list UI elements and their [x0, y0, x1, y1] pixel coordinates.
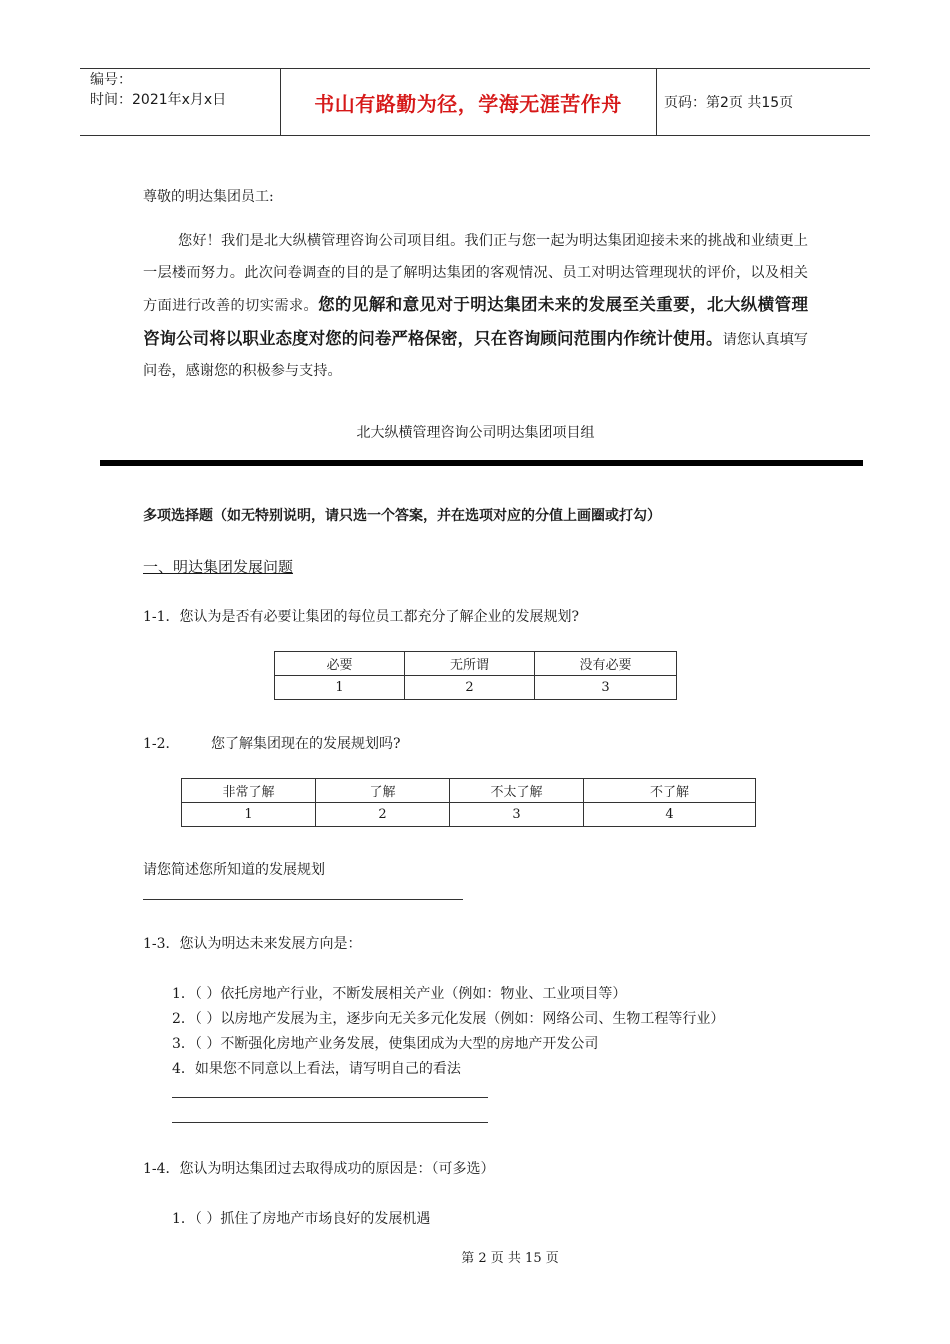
q1-2-value-2[interactable]: 3	[450, 803, 584, 827]
q1-2-header-0: 非常了解	[182, 779, 316, 803]
q1-3-option-3[interactable]: 3．（ ）不断强化房地产业务发展，使集团成为大型的房地产开发公司	[172, 1036, 599, 1052]
q1-1-header-1: 无所谓	[405, 652, 535, 676]
question-1-3: 1-3．您认为明达未来发展方向是：	[143, 936, 362, 952]
subsection-title: 一、明达集团发展问题	[143, 558, 294, 576]
table-row	[275, 676, 677, 700]
intro-text-2: 请您认真填写问卷，感谢您的积极参与支持。	[143, 331, 808, 379]
greeting: 尊敬的明达集团员工:	[143, 189, 274, 205]
header-meta	[90, 70, 226, 110]
q1-1-value-2[interactable]: 3	[535, 676, 677, 700]
q1-3-option-1[interactable]: 1．（ ）依托房地产行业，不断发展相关产业（例如：物业、工业项目等）	[172, 986, 627, 1002]
question-1-2-num: 1-2．	[143, 736, 180, 752]
table-row	[182, 803, 756, 827]
intro-text-bold: 您的见解和意见对于明达集团未来的发展至关重要，北大纵横管理咨询公司将以职业态度对您的问卷严格保密，只在咨询顾问范围内作统计使用。	[143, 295, 808, 348]
q1-3-option-2[interactable]: 2．（ ）以房地产发展为主，逐步向无关多元化发展（例如：网络公司、生物工程等行业）	[172, 1011, 725, 1027]
q1-1-value-1[interactable]: 2	[405, 676, 535, 700]
table-row	[275, 652, 677, 676]
q1-2-value-1[interactable]: 2	[316, 803, 450, 827]
header-top-border	[80, 68, 870, 69]
question-1-2: 您了解集团现在的发展规划吗?	[211, 736, 401, 752]
q1-2-table	[181, 778, 756, 827]
q1-3-answer-line-2[interactable]	[172, 1122, 488, 1123]
q1-2-answer-line[interactable]	[143, 899, 463, 900]
q1-1-header-2: 没有必要	[535, 652, 677, 676]
q1-2-followup: 请您简述您所知道的发展规划	[143, 862, 325, 878]
page-footer: 第 2 页 共 15 页	[461, 1251, 559, 1266]
intro-paragraph	[143, 226, 808, 388]
header-divider-right	[656, 68, 657, 136]
q1-3-answer-line-1[interactable]	[172, 1097, 488, 1098]
header-page-info: 页码：第2页 共15页	[664, 95, 794, 111]
table-row	[182, 779, 756, 803]
header-bottom-border	[80, 135, 870, 136]
q1-2-value-3[interactable]: 4	[584, 803, 756, 827]
q1-1-value-0[interactable]: 1	[275, 676, 405, 700]
time-label: 时间：2021年x月x日	[90, 92, 227, 108]
number-label: 编号：	[90, 72, 132, 88]
q1-3-option-4: 4．如果您不同意以上看法，请写明自己的看法	[172, 1061, 461, 1077]
q1-1-header-0: 必要	[275, 652, 405, 676]
intro-text-1: 您好！我们是北大纵横管理咨询公司项目组。我们正与您一起为明达集团迎接未来的挑战和业绩更上一层楼而努力。此次问卷调查的目的是了解明达集团的客观情况、员工对明达管理现状的评价，以及相关方面进行改善的切实需求。	[143, 233, 808, 314]
q1-2-header-1: 了解	[316, 779, 450, 803]
q1-2-header-3: 不了解	[584, 779, 756, 803]
header-motto: 书山有路勤为径，学海无涯苦作舟	[314, 92, 622, 116]
question-1-4: 1-4．您认为明达集团过去取得成功的原因是：（可多选）	[143, 1161, 495, 1177]
signature: 北大纵横管理咨询公司明达集团项目组	[356, 425, 595, 441]
q1-1-table	[274, 651, 677, 700]
question-1-1: 1-1．您认为是否有必要让集团的每位员工都充分了解企业的发展规划?	[143, 609, 580, 625]
q1-2-header-2: 不太了解	[450, 779, 584, 803]
q1-4-option-1[interactable]: 1．（ ）抓住了房地产市场良好的发展机遇	[172, 1211, 431, 1227]
thick-divider	[100, 460, 863, 466]
q1-2-value-0[interactable]: 1	[182, 803, 316, 827]
section-title: 多项选择题（如无特别说明，请只选一个答案，并在选项对应的分值上画圈或打勾）	[143, 508, 661, 524]
